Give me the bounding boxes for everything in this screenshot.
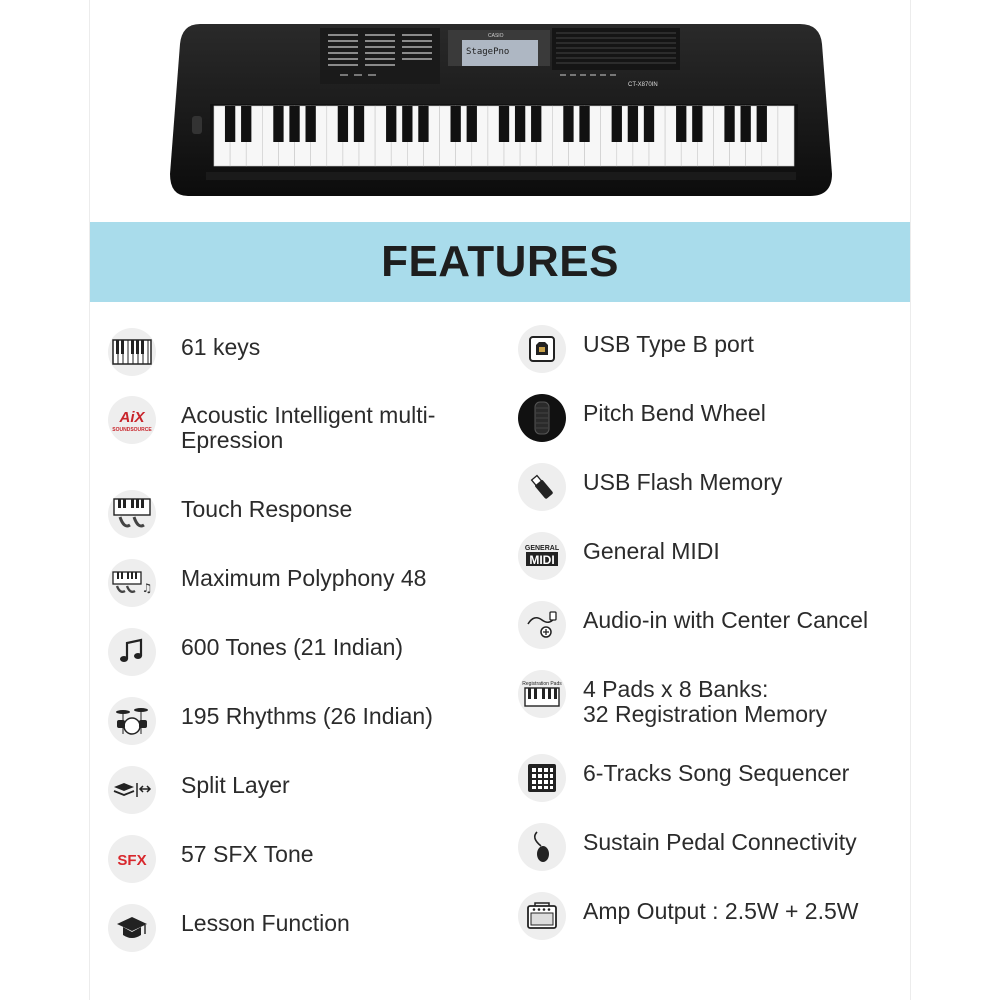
feature-sustain-pedal <box>518 823 857 871</box>
usb-flash-drive-icon <box>518 463 566 511</box>
black-key <box>418 106 428 142</box>
feature-rhythms <box>108 697 433 745</box>
svg-text:SOUNDSOURCE: SOUNDSOURCE <box>112 427 152 433</box>
black-key <box>467 106 477 142</box>
black-key <box>724 106 734 142</box>
feature-label: Audio-in with Center Cancel <box>583 607 869 633</box>
keyboard-icon <box>108 328 156 376</box>
feature-61-keys <box>108 328 260 376</box>
features-banner <box>90 222 910 302</box>
pitch-bend-wheel-icon <box>518 394 566 442</box>
feature-label: Split Layer <box>181 772 290 798</box>
music-note-icon <box>108 628 156 676</box>
keyboard-brand: CASIO <box>488 33 504 39</box>
keyboard-model: CT-X870IN <box>628 82 658 88</box>
black-key <box>338 106 348 142</box>
black-key <box>402 106 412 142</box>
audio-cable-icon <box>518 601 566 649</box>
black-key <box>225 106 235 142</box>
black-key <box>451 106 461 142</box>
black-key <box>612 106 622 142</box>
graduation-cap-icon <box>108 904 156 952</box>
sequencer-pads-icon <box>518 754 566 802</box>
feature-aix <box>108 396 435 453</box>
feature-label: USB Flash Memory <box>583 469 783 495</box>
feature-label: 4 Pads x 8 Banks: 32 Registration Memory <box>583 676 828 727</box>
feature-pitch-bend <box>518 394 766 442</box>
feature-polyphony <box>108 559 426 607</box>
feature-label: Sustain Pedal Connectivity <box>583 829 857 855</box>
feature-touch-response <box>108 490 352 538</box>
keyboard-screen-text: StagePno <box>466 47 510 57</box>
black-key <box>757 106 767 142</box>
black-key <box>515 106 525 142</box>
feature-sfx <box>108 835 314 883</box>
feature-usb-b <box>518 325 754 373</box>
feature-sequencer <box>518 754 849 802</box>
feature-label: USB Type B port <box>583 331 754 357</box>
black-key <box>579 106 589 142</box>
features-heading: FEATURES <box>381 237 619 286</box>
black-key <box>741 106 751 142</box>
black-key <box>644 106 654 142</box>
feature-label: Amp Output : 2.5W + 2.5W <box>583 898 859 924</box>
svg-text:MIDI: MIDI <box>529 553 555 567</box>
feature-split-layer <box>108 766 290 814</box>
feature-general-midi <box>518 532 720 580</box>
feature-label: 600 Tones (21 Indian) <box>181 634 404 660</box>
sfx-icon <box>108 835 156 883</box>
general-midi-icon <box>518 532 566 580</box>
amplifier-icon <box>518 892 566 940</box>
black-key <box>563 106 573 142</box>
svg-text:♫: ♫ <box>141 581 153 595</box>
black-key <box>676 106 686 142</box>
black-key <box>241 106 251 142</box>
aix-soundsource-icon <box>108 396 156 444</box>
feature-lesson <box>108 904 350 952</box>
touch-response-icon <box>108 490 156 538</box>
feature-label: 61 keys <box>181 334 261 360</box>
black-key <box>354 106 364 142</box>
black-key <box>499 106 509 142</box>
registration-pads-icon <box>518 670 566 718</box>
feature-label: Pitch Bend Wheel <box>583 400 766 426</box>
feature-label: 195 Rhythms (26 Indian) <box>181 703 433 729</box>
feature-registration <box>518 670 827 727</box>
black-key <box>692 106 702 142</box>
black-key <box>531 106 541 142</box>
feature-label: 6-Tracks Song Sequencer <box>583 760 850 786</box>
feature-label: Acoustic Intelligent multi- Epression <box>181 402 436 453</box>
svg-text:SFX: SFX <box>117 852 147 869</box>
feature-usb-flash <box>518 463 782 511</box>
feature-audio-in <box>518 601 868 649</box>
sustain-pedal-icon <box>518 823 566 871</box>
feature-label: Touch Response <box>181 496 353 522</box>
feature-amp-output <box>518 892 858 940</box>
black-key <box>289 106 299 142</box>
feature-label: General MIDI <box>583 538 720 564</box>
feature-label: Maximum Polyphony 48 <box>181 565 427 591</box>
feature-tones <box>108 628 403 676</box>
usb-b-port-icon <box>518 325 566 373</box>
keyboard-product-image <box>170 24 832 196</box>
feature-label: Lesson Function <box>181 910 350 936</box>
black-key <box>306 106 316 142</box>
feature-label: 57 SFX Tone <box>181 841 314 867</box>
svg-text:Registration Pads: Registration Pads <box>522 681 562 687</box>
drum-kit-icon <box>108 697 156 745</box>
svg-text:AiX: AiX <box>119 409 145 426</box>
black-key <box>386 106 396 142</box>
svg-text:GENERAL: GENERAL <box>524 545 560 552</box>
split-layer-icon <box>108 766 156 814</box>
polyphony-icon <box>108 559 156 607</box>
black-key <box>628 106 638 142</box>
black-key <box>273 106 283 142</box>
white-key <box>778 106 794 166</box>
